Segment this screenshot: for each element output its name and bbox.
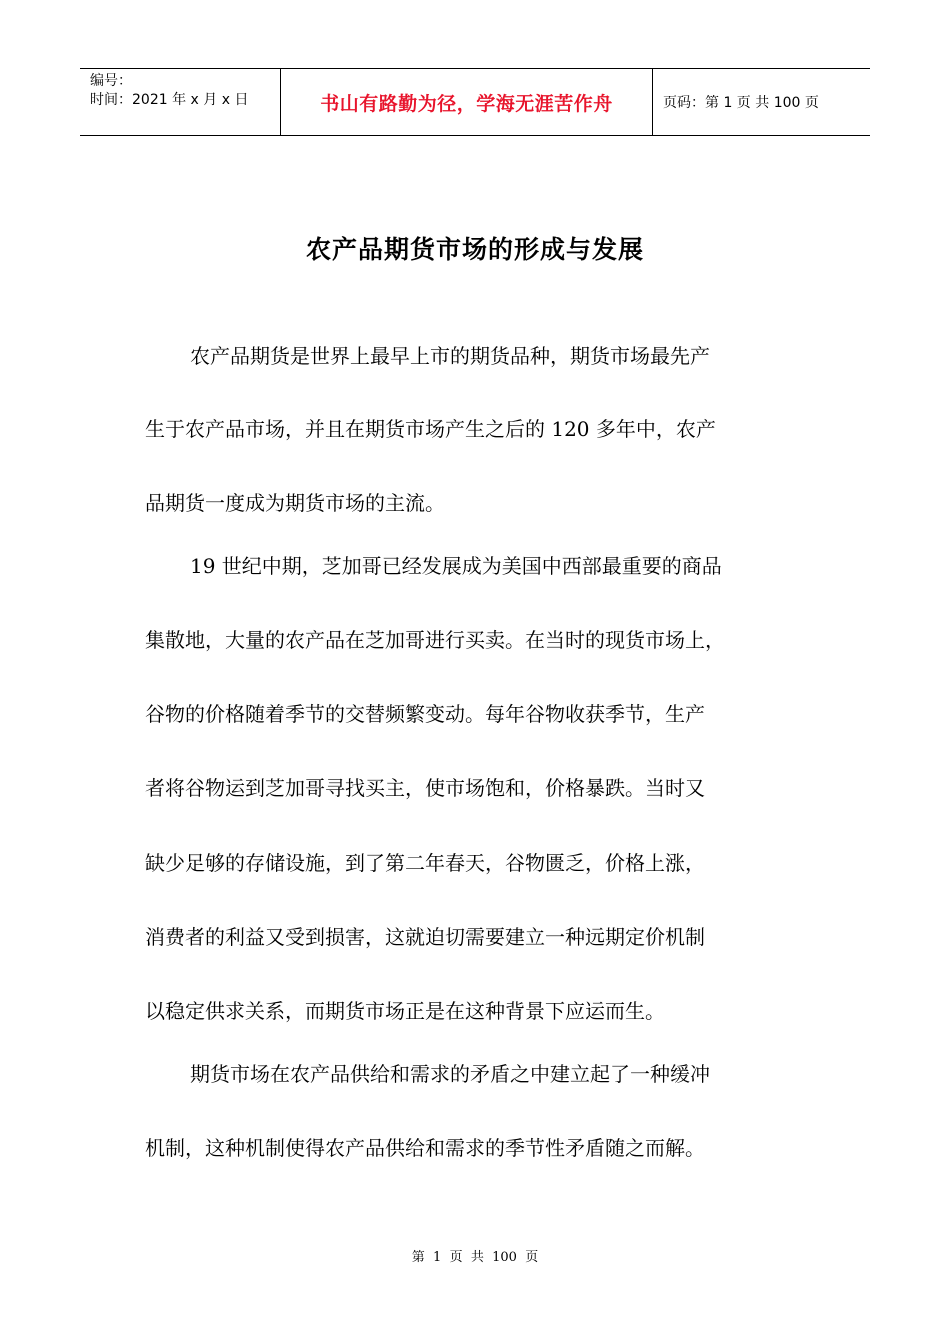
body-line: 者将谷物运到芝加哥寻找买主，使市场饱和，价格暴跌。当时又 bbox=[145, 776, 705, 800]
body-line: 机制，这种机制使得农产品供给和需求的季节性矛盾随之而解。 bbox=[145, 1136, 705, 1160]
header-meta-cell bbox=[80, 69, 281, 135]
page-footer: 第 1 页 共 100 页 bbox=[411, 1250, 539, 1265]
header-page-cell bbox=[653, 69, 870, 135]
page-info: 页码：第 1 页 共 100 页 bbox=[663, 95, 819, 111]
document-title: 农产品期货市场的形成与发展 bbox=[305, 235, 644, 264]
body-line: 集散地，大量的农产品在芝加哥进行买卖。在当时的现货市场上， bbox=[145, 628, 725, 652]
body-line: 生于农产品市场，并且在期货市场产生之后的 120 多年中，农产 bbox=[145, 417, 716, 441]
time-label: 时间：2021 年 x 月 x 日 bbox=[90, 92, 249, 108]
body-line: 品期货一度成为期货市场的主流。 bbox=[145, 491, 445, 515]
header-motto-cell bbox=[281, 69, 653, 135]
document-header-table bbox=[80, 68, 870, 136]
body-line: 期货市场在农产品供给和需求的矛盾之中建立起了一种缓冲 bbox=[190, 1062, 710, 1086]
motto-text: 书山有路勤为径，学海无涯苦作舟 bbox=[320, 92, 613, 115]
body-line: 缺少足够的存储设施，到了第二年春天，谷物匮乏，价格上涨， bbox=[145, 851, 705, 875]
body-line: 消费者的利益又受到损害，这就迫切需要建立一种远期定价机制 bbox=[145, 925, 705, 949]
body-line: 谷物的价格随着季节的交替频繁变动。每年谷物收获季节，生产 bbox=[145, 702, 705, 726]
code-label: 编号： bbox=[90, 73, 132, 89]
body-line: 19 世纪中期，芝加哥已经发展成为美国中西部最重要的商品 bbox=[190, 554, 722, 578]
body-line: 以稳定供求关系，而期货市场正是在这种背景下应运而生。 bbox=[145, 999, 665, 1023]
body-line: 农产品期货是世界上最早上市的期货品种，期货市场最先产 bbox=[190, 344, 710, 368]
